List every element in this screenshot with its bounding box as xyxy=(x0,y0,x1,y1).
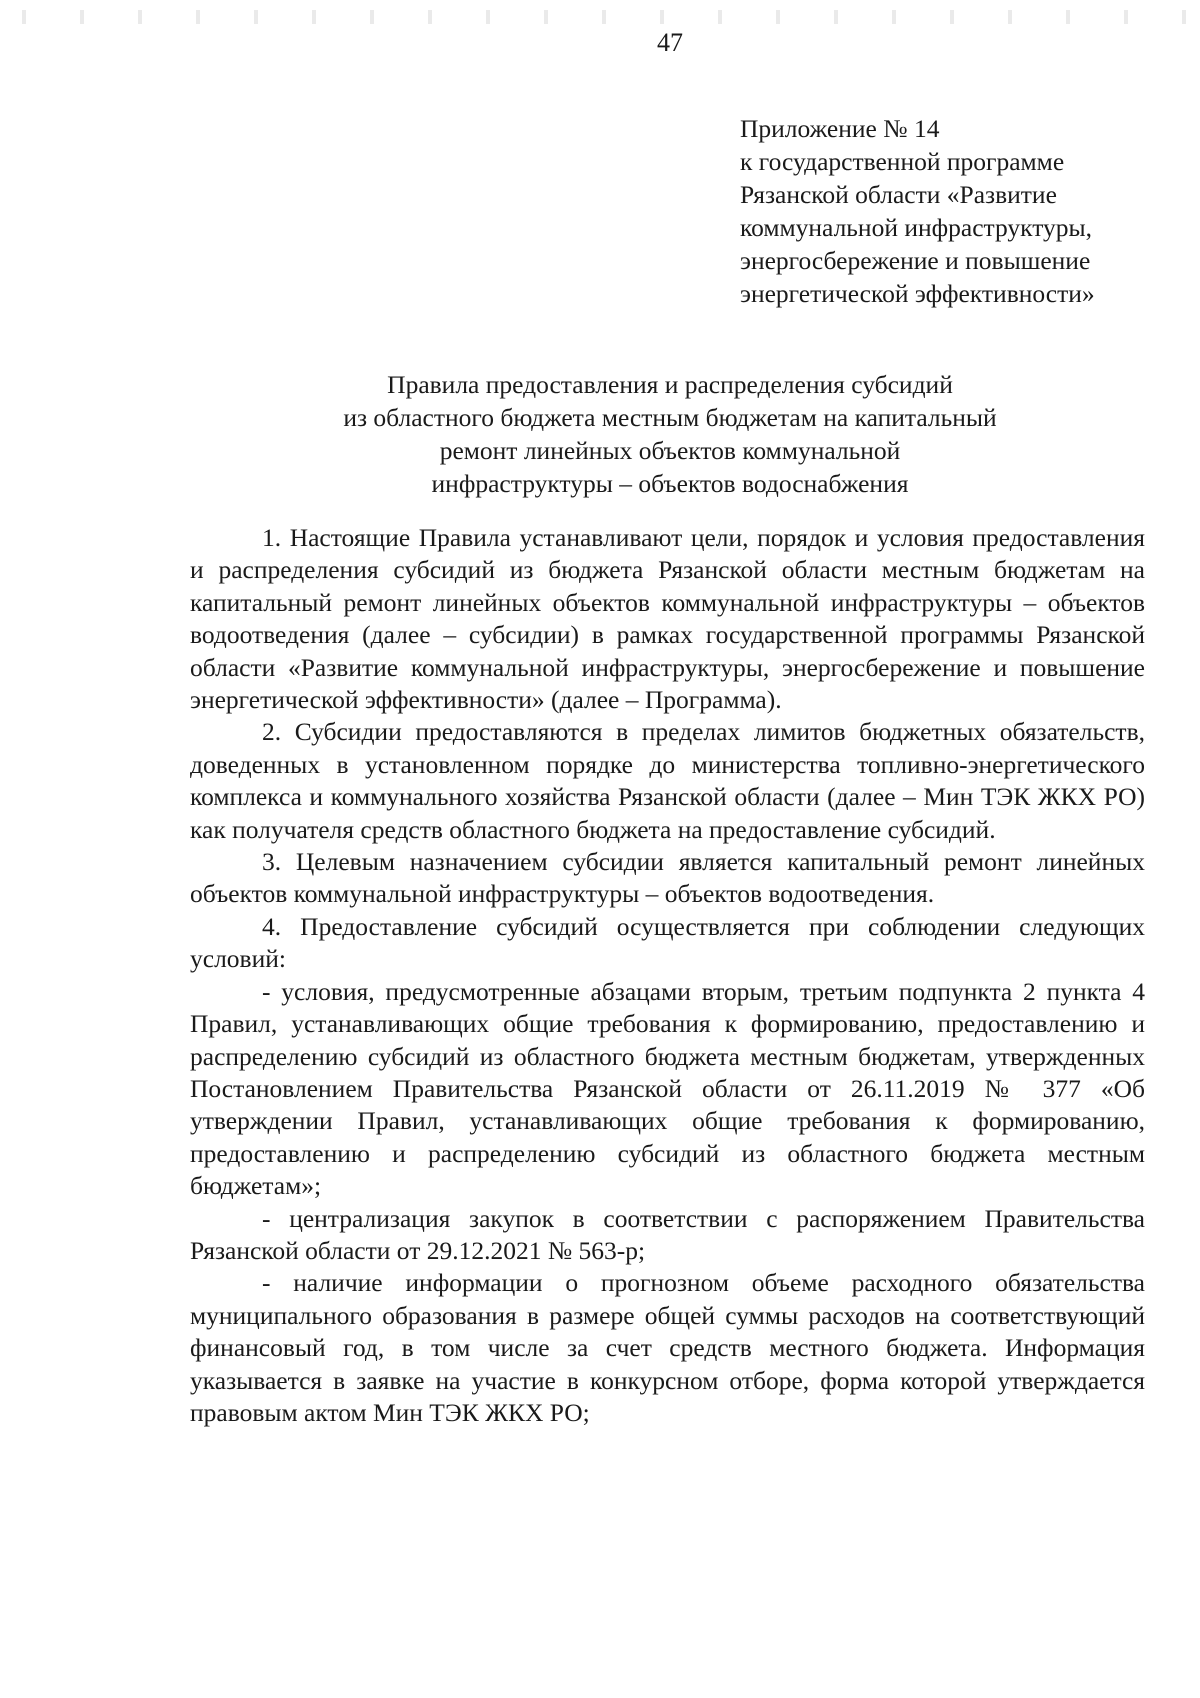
paragraph-4: 4. Предоставление субсидий осуществляется при соблюдении следующих условий: xyxy=(190,911,1145,974)
appendix-line: коммунальной инфраструктуры, xyxy=(740,213,1093,242)
paragraph-3: 3. Целевым назначением субсидии является капитальный ремонт линейных объектов коммунальной инфраструктуры – объектов водоотведения. xyxy=(190,847,1145,909)
appendix-line: энергосбережение и повышение xyxy=(740,246,1091,275)
title-line: инфраструктуры – объектов водоснабжения xyxy=(431,469,909,498)
appendix-line: к государственной программе xyxy=(740,147,1065,176)
paragraph-1: 1. Настоящие Правила устанавливают цели, порядок и условия предоставления и распределения субсидий из бюджета Рязанской области местным бюджетам на капитальный ремонт линейных объектов коммунальной инфраструктуры – объектов водоотведения (далее – субсидии) в рамках государственной программы Рязанской области «Развитие коммунальной инфраструктуры, энергосбережение и повышение энергетической эффективности» (далее – Программа). xyxy=(190,523,1145,715)
appendix-line: Приложение № 14 xyxy=(740,114,940,143)
scan-artifact-strip xyxy=(0,10,1200,24)
paragraph-2: 2. Субсидии предоставляются в пределах лимитов бюджетных обязательств, доведенных в установленном порядке до министерства топливно-энергетического комплекса и коммунального хозяйства Рязанской области (далее – Мин ТЭК ЖКХ РО) как получателя средств областного бюджета на предоставление субсидий. xyxy=(190,717,1145,844)
appendix-line: энергетической эффективности» xyxy=(740,279,1095,308)
condition-item-2: - централизация закупок в соответствии с распоряжением Правительства Рязанской области от 29.12.2021 № 563-р; xyxy=(190,1203,1145,1265)
appendix-line: Рязанской области «Развитие xyxy=(740,180,1057,209)
appendix-header xyxy=(740,112,1180,310)
condition-item-3: - наличие информации о прогнозном объеме расходного обязательства муниципального образования в размере общей суммы расходов на соответствующий финансовый год, в том числе за счет средств местного бюджета. Информация указывается в заявке на участие в конкурсном отборе, форма которой утверждается правовым актом Мин ТЭК ЖКХ РО; xyxy=(190,1268,1145,1427)
title-line: из областного бюджета местным бюджетам на капитальный xyxy=(343,403,997,432)
title-line: Правила предоставления и распределения субсидий xyxy=(387,370,953,399)
condition-item-1: - условия, предусмотренные абзацами вторым, третьим подпункта 2 пункта 4 Правил, устанавливающих общие требования к формированию, предоставлению и распределению субсидий из областного бюджета местным бюджетам, утвержденных Постановлением Правительства Рязанской области от 26.11.2019 № 377 «Об утверждении Правил, устанавливающих общие требования к формированию, предоставлению и распределению субсидий из областного бюджета местным бюджетам»; xyxy=(190,976,1145,1201)
page-number: 47 xyxy=(657,28,683,57)
title-line: ремонт линейных объектов коммунальной xyxy=(439,436,901,465)
document-title xyxy=(190,368,1150,500)
document-body xyxy=(190,522,1145,1429)
